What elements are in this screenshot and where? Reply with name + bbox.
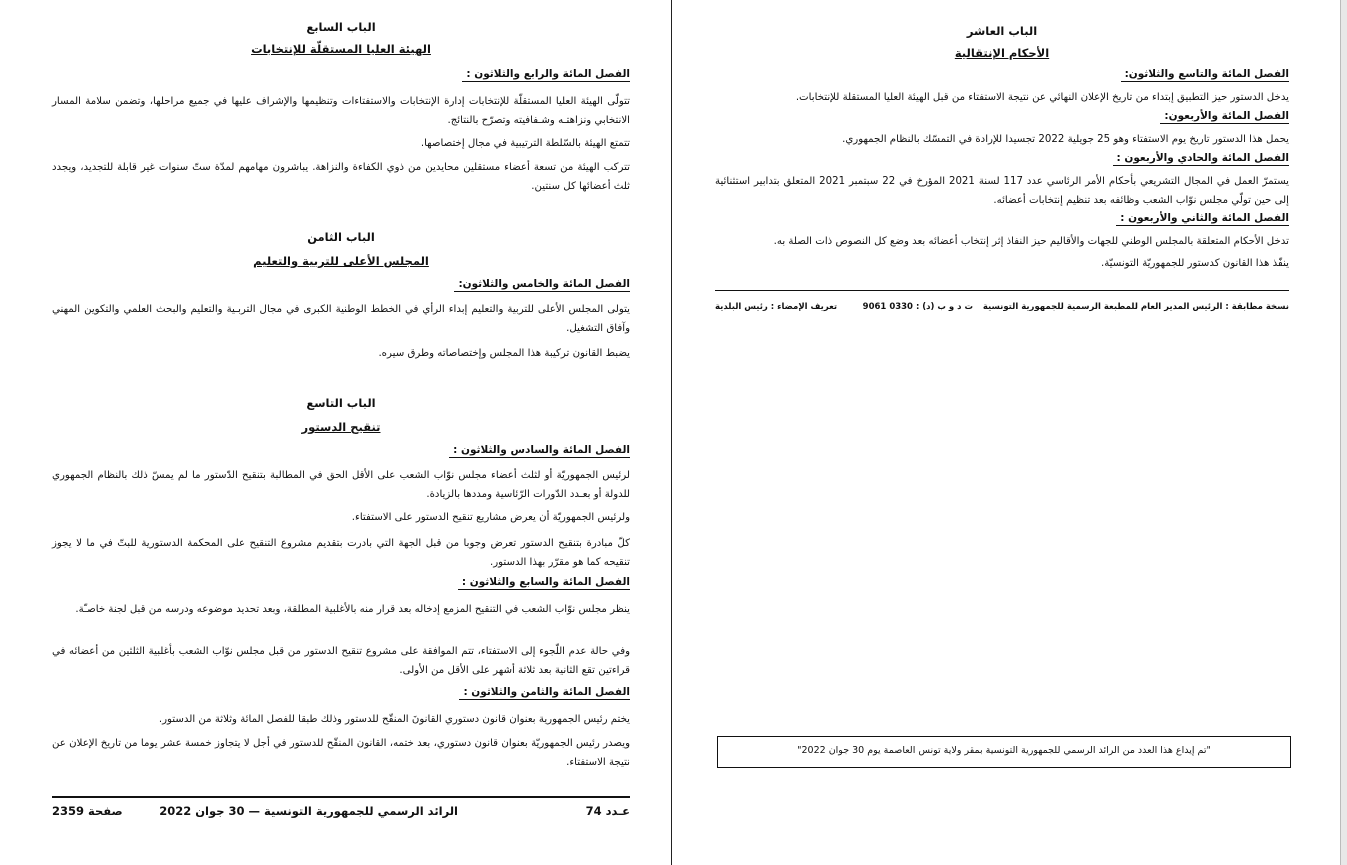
article-140-heading: الفصل المائة والأربعون:: [1160, 110, 1289, 124]
footer-journal: الرائد الرسمي للجمهورية التونسية — 30 جوان 2022: [159, 804, 458, 818]
stamp-signature: تعريف الإمضاء : رئيس البلدية: [715, 302, 838, 312]
article-134-heading: الفصل المائة والرابع والثلاثون :: [462, 68, 630, 82]
footer-issue: عـدد 74: [585, 804, 630, 818]
article-135-p1: يتولى المجلس الأعلى للتربية والتعليم إبداء الرأي في الخطط الوطنية الكبرى في مجال التربـية والتعليم والبحث العلمي والتكوين المهني وآفاق التشغيل.: [52, 304, 630, 334]
article-138-heading: الفصل المائة والثامن والثلاثون :: [459, 686, 630, 700]
article-142-p2: ينفّذ هذا القانون كدستور للجمهوريّة التونسيّة.: [1100, 258, 1289, 269]
chapter-9-subtitle: تنقيح الدستور: [301, 420, 381, 434]
article-137-p2: وفي حالة عدم اللّجوء إلى الاستفتاء، تتم الموافقة على مشروع تنقيح الدستور من قبل مجلس نوّاب الشعب بأغلبية الثلثين من أعضائه في قراءتين تقع الثانية بعد ثلاثة أشهر على الأقل من الأولى.: [52, 646, 630, 676]
window-edge: [1340, 0, 1347, 865]
chapter-7-subtitle: الهيئة العليا المستقلّة للإنتخابات: [251, 42, 431, 56]
article-134-p2: تتمتع الهيئة بالسّلطة الترتيبية في مجال إختصاصها.: [420, 138, 630, 149]
chapter-8-subtitle: المجلس الأعلى للتربية والتعليم: [253, 254, 429, 268]
footer-rule: [52, 796, 630, 798]
article-134-p1: تتولّى الهيئة العليا المستقلّة للإنتخابات إدارة الإنتخابات والاستفتاءات وتنظيمها والإشراف عليها في جميع مراحلها، وتضمن سلامة المسار الانتخابي ونزاهتـه وشـفافيته وتصرّح بالنتائج.: [52, 96, 630, 126]
chapter-9-title: الباب التاسع: [306, 396, 376, 410]
page-divider: [671, 0, 672, 865]
footer-page-number: صفحة 2359: [52, 804, 123, 818]
article-139-p1: يدخل الدستور حيز التطبيق إبتداء من تاريخ الإعلان النهائي عن نتيجة الاستفتاء من قبل الهيئة العليا المستقلة للإنتخابات.: [795, 92, 1289, 103]
chapter-7-title: الباب السابع: [306, 20, 376, 34]
article-138-p2: ويصدر رئيس الجمهوريّة بعنوان قانون دستوري، بعد ختمه، القانون المنقّح للدستور في أجل لا يتجاوز خمسة عشر يوما من تاريخ الإعلان عن نتيجة الاستفتاء.: [52, 738, 630, 768]
chapter-10-subtitle: الأحكام الإنتقالية: [954, 46, 1050, 60]
stamp-ccp: ت د و ب (د) : 0330 9061: [862, 302, 973, 312]
article-138-p1: يختم رئيس الجمهورية بعنوان قانون دستوري القانونَ المنقّح للدستور وذلك طبقا للفصل المائة وثلاثة من الدستور.: [158, 714, 630, 725]
article-134-p3: تتركب الهيئة من تسعة أعضاء مستقلين محايدين من ذوي الكفاءة والنزاهة. يباشرون مهامهم لمدّة ستّ سنوات غير قابلة للتجديد، ويجدد ثلث أعضائها كل سنتين.: [52, 162, 630, 192]
deposit-note: "تم إيداع هذا العدد من الرائد الرسمي للجمهورية التونسية بمقر ولاية تونس العاصمة يوم 30 جوان 2022": [797, 745, 1211, 756]
article-141-heading: الفصل المائة والحادي والأربعون :: [1113, 152, 1289, 166]
article-136-p2: ولرئيس الجمهوريّة أن يعرض مشاريع تنقيح الدستور على الاستفتاء.: [351, 512, 630, 523]
article-142-heading: الفصل المائة والثاني والأربعون :: [1116, 212, 1289, 226]
chapter-8-title: الباب الثامن: [307, 230, 375, 244]
stamp-certified: نسخة مطابقة : الرئيس المدير العام للمطبعة الرسمية للجمهورية التونسية: [982, 302, 1289, 312]
article-136-heading: الفصل المائة والسادس والثلاثون :: [449, 444, 630, 458]
article-139-heading: الفصل المائة والتاسع والثلاثون:: [1121, 68, 1289, 82]
article-137-p1: ينظر مجلس نوّاب الشعب في التنقيح المزمع إدخاله بعد قرار منه بالأغلبية المطلقة، وبعد تحديد موضوعه ودرسه من قبل لجنة خاصـّة.: [75, 604, 630, 615]
deposit-note-box: [717, 736, 1291, 768]
article-135-p2: يضبط القانون تركيبة هذا المجلس وإختصاصاته وطرق سيره.: [378, 348, 630, 359]
article-142-p1: تدخل الأحكام المتعلقة بالمجلس الوطني للجهات والأقاليم حيز النفاذ إثر إنتخاب أعضائه بعد وضع كل النصوص ذات الصلة به.: [773, 236, 1289, 247]
article-136-p3: كلّ مبادرة بتنقيح الدستور تعرض وجوبا من قبل الجهة التي بادرت بتقديم مشروع التنقيح على المحكمة الدستورية للبتّ في ما لا يجوز تنقيحه كما هو مقرّر بهذا الدستور.: [52, 538, 630, 568]
chapter-10-title: الباب العاشر: [966, 24, 1038, 38]
stamp-rule: [715, 290, 1289, 291]
article-137-heading: الفصل المائة والسابع والثلاثون :: [458, 576, 630, 590]
article-135-heading: الفصل المائة والخامس والثلاثون:: [454, 278, 630, 292]
article-136-p1: لرئيس الجمهوريّة أو لثلث أعضاء مجلس نوّاب الشعب على الأقل الحق في المطالبة بتنقيح الدّستور ما لم يمسّ ذلك بالنظام الجمهوري للدولة أو بعـدد الدّورات الرّئاسية ومددها بالزيادة.: [52, 470, 630, 500]
article-141-p1: يستمرّ العمل في المجال التشريعي بأحكام الأمر الرئاسي عدد 117 لسنة 2021 المؤرخ في 22 سبتمبر 2021 المتعلق بتدابير استثنائية إلى حين تولّي مجلس نوّاب الشعب وظائفه بعد تنظيم إنتخابات أعضائه.: [715, 176, 1289, 206]
article-140-p1: يحمل هذا الدستور تاريخ يوم الاستفتاء وهو 25 جويلية 2022 تجسيدا للإرادة في التمسّك بالنظام الجمهوري.: [842, 134, 1289, 145]
